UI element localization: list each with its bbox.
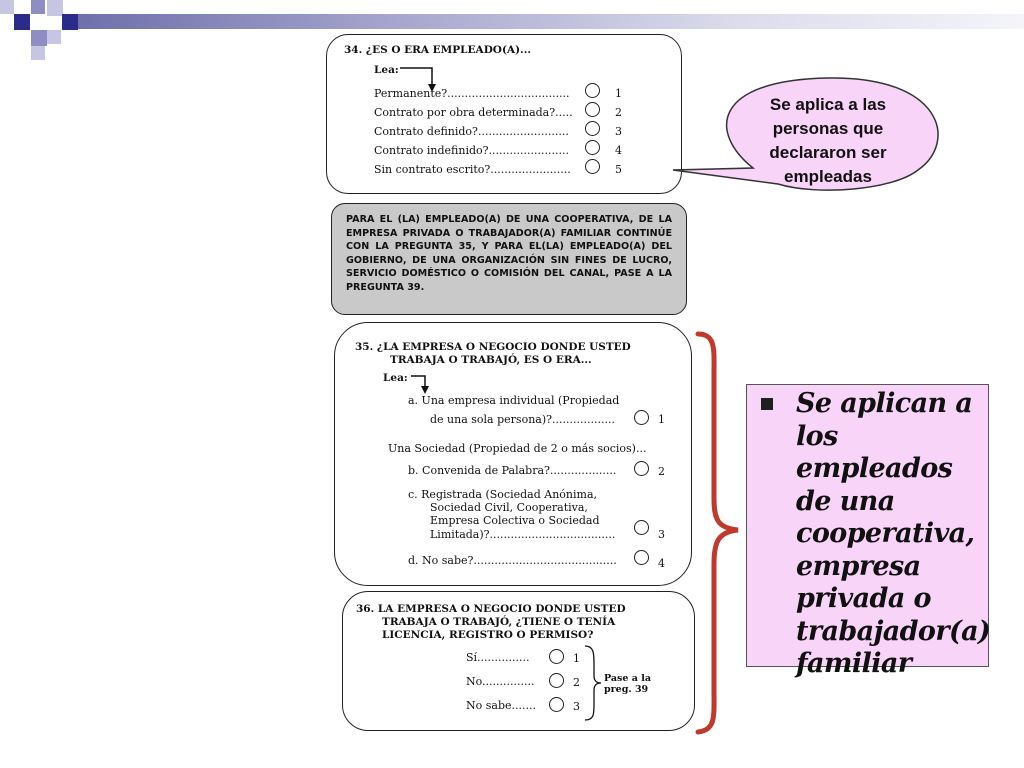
q36-radio[interactable] bbox=[549, 649, 564, 664]
q36-skip-note: preg. 39 bbox=[604, 684, 649, 695]
header-gradient-bar bbox=[78, 14, 1024, 29]
note-line: empresa bbox=[796, 550, 921, 582]
q36-skip-note: Pase a la bbox=[604, 673, 651, 684]
q36-option-label: No sabe....... bbox=[466, 699, 536, 712]
q34-option-code: 4 bbox=[615, 144, 622, 157]
bubble-line: declararon ser bbox=[769, 143, 887, 162]
instruction-text: PARA EL (LA) EMPLEADO(A) DE UNA COOPERATIVA, DE LA EMPRESA PRIVADA O TRABAJADOR(A) FAMILIAR CONTINÚE CON LA PREGUNTA 35, Y PARA EL(LA) EMPLEADO(A) DEL GOBIERNO, DE UNA ORGANIZACIÓN SIN FINES DE LUCRO, SERVICIO DOMÉSTICO O COMISIÓN DEL CANAL, PASE A LA PREGUNTA 39. bbox=[346, 214, 672, 293]
bubble-line: Se aplica a las bbox=[769, 95, 887, 114]
bubble-text bbox=[738, 93, 918, 189]
q34-radio[interactable] bbox=[585, 121, 600, 136]
note-line: de una bbox=[796, 485, 895, 517]
note-line: privada o bbox=[796, 583, 931, 614]
q34-option-code: 2 bbox=[615, 106, 622, 119]
q36-option-code: 2 bbox=[573, 676, 580, 689]
q34-option-code: 1 bbox=[615, 87, 622, 100]
q34-option-label: Contrato definido?.......................... bbox=[374, 125, 569, 138]
q34-option-label: Contrato indefinido?....................... bbox=[374, 144, 569, 157]
note-text bbox=[796, 388, 991, 681]
decor-square bbox=[31, 0, 45, 14]
q36-title: 36. LA EMPRESA O NEGOCIO DONDE USTED bbox=[356, 603, 626, 615]
q36-option-code: 1 bbox=[573, 652, 580, 665]
note-line: los empleados bbox=[796, 420, 953, 484]
q35-option-c: Limitada)?.................................... bbox=[430, 528, 616, 541]
q36-option-label: Sí............... bbox=[466, 651, 530, 664]
note-line: familiar bbox=[796, 648, 912, 679]
q34-option-code: 5 bbox=[615, 163, 622, 176]
decor-square bbox=[62, 14, 78, 30]
note-line: Se aplican a bbox=[796, 388, 973, 419]
red-brace-icon bbox=[692, 330, 744, 736]
note-line: trabajador(a) bbox=[796, 615, 991, 647]
q35-option-code: 4 bbox=[658, 557, 665, 570]
q34-lea: Lea: bbox=[374, 64, 399, 76]
q35-radio[interactable] bbox=[634, 550, 649, 565]
arrow-down-icon bbox=[409, 374, 433, 396]
bullet-icon bbox=[761, 398, 773, 410]
decor-square bbox=[14, 14, 30, 30]
q34-title: 34. ¿ES O ERA EMPLEADO(A)... bbox=[344, 44, 532, 56]
q35-radio[interactable] bbox=[634, 461, 649, 476]
bubble-line: personas que bbox=[772, 119, 884, 138]
q35-option-d: d. No sabe?......................................... bbox=[408, 554, 617, 567]
q35-option-c: Empresa Colectiva o Sociedad bbox=[430, 514, 600, 527]
q36-title: LICENCIA, REGISTRO O PERMISO? bbox=[382, 629, 594, 641]
q34-radio[interactable] bbox=[585, 159, 600, 174]
q35-option-code: 3 bbox=[658, 528, 665, 541]
q35-option-code: 2 bbox=[658, 465, 665, 478]
q34-radio[interactable] bbox=[585, 83, 600, 98]
note-line: cooperativa, bbox=[796, 518, 975, 549]
q35-option-a: de una sola persona)?.................. bbox=[430, 413, 615, 426]
q35-radio[interactable] bbox=[634, 520, 649, 535]
decor-square bbox=[0, 0, 14, 14]
q35-option-b: b. Convenida de Palabra?................... bbox=[408, 464, 617, 477]
q35-option-c: Sociedad Civil, Cooperativa, bbox=[430, 501, 588, 514]
q36-option-code: 3 bbox=[573, 700, 580, 713]
small-brace-icon bbox=[582, 644, 604, 722]
decor-square bbox=[31, 30, 47, 46]
q34-option-code: 3 bbox=[615, 125, 622, 138]
q35-title: TRABAJA O TRABAJÓ, ES O ERA... bbox=[390, 354, 592, 366]
q36-option-label: No............... bbox=[466, 675, 535, 688]
q35-option-a: a. Una empresa individual (Propiedad bbox=[408, 394, 620, 407]
q34-radio[interactable] bbox=[585, 140, 600, 155]
q35-option-c: c. Registrada (Sociedad Anónima, bbox=[408, 488, 597, 501]
decor-square bbox=[47, 0, 63, 16]
q34-radio[interactable] bbox=[585, 102, 600, 117]
q36-radio[interactable] bbox=[549, 697, 564, 712]
q34-option-label: Contrato por obra determinada?..... bbox=[374, 106, 573, 119]
q36-radio[interactable] bbox=[549, 673, 564, 688]
q36-title: TRABAJA O TRABAJÓ, ¿TIENE O TENÍA bbox=[382, 616, 616, 628]
q35-option-code: 1 bbox=[658, 413, 665, 426]
q35-radio[interactable] bbox=[634, 410, 649, 425]
q35-title: 35. ¿LA EMPRESA O NEGOCIO DONDE USTED bbox=[355, 341, 631, 353]
decor-square bbox=[47, 30, 61, 44]
q35-lea: Lea: bbox=[383, 372, 408, 384]
q34-option-label: Permanente?................................... bbox=[374, 87, 570, 100]
decor-square bbox=[31, 46, 45, 60]
bubble-line: empleadas bbox=[784, 167, 872, 186]
q34-option-label: Sin contrato escrito?....................... bbox=[374, 163, 571, 176]
q35-sociedad-header: Una Sociedad (Propiedad de 2 o más socios)... bbox=[388, 442, 647, 455]
